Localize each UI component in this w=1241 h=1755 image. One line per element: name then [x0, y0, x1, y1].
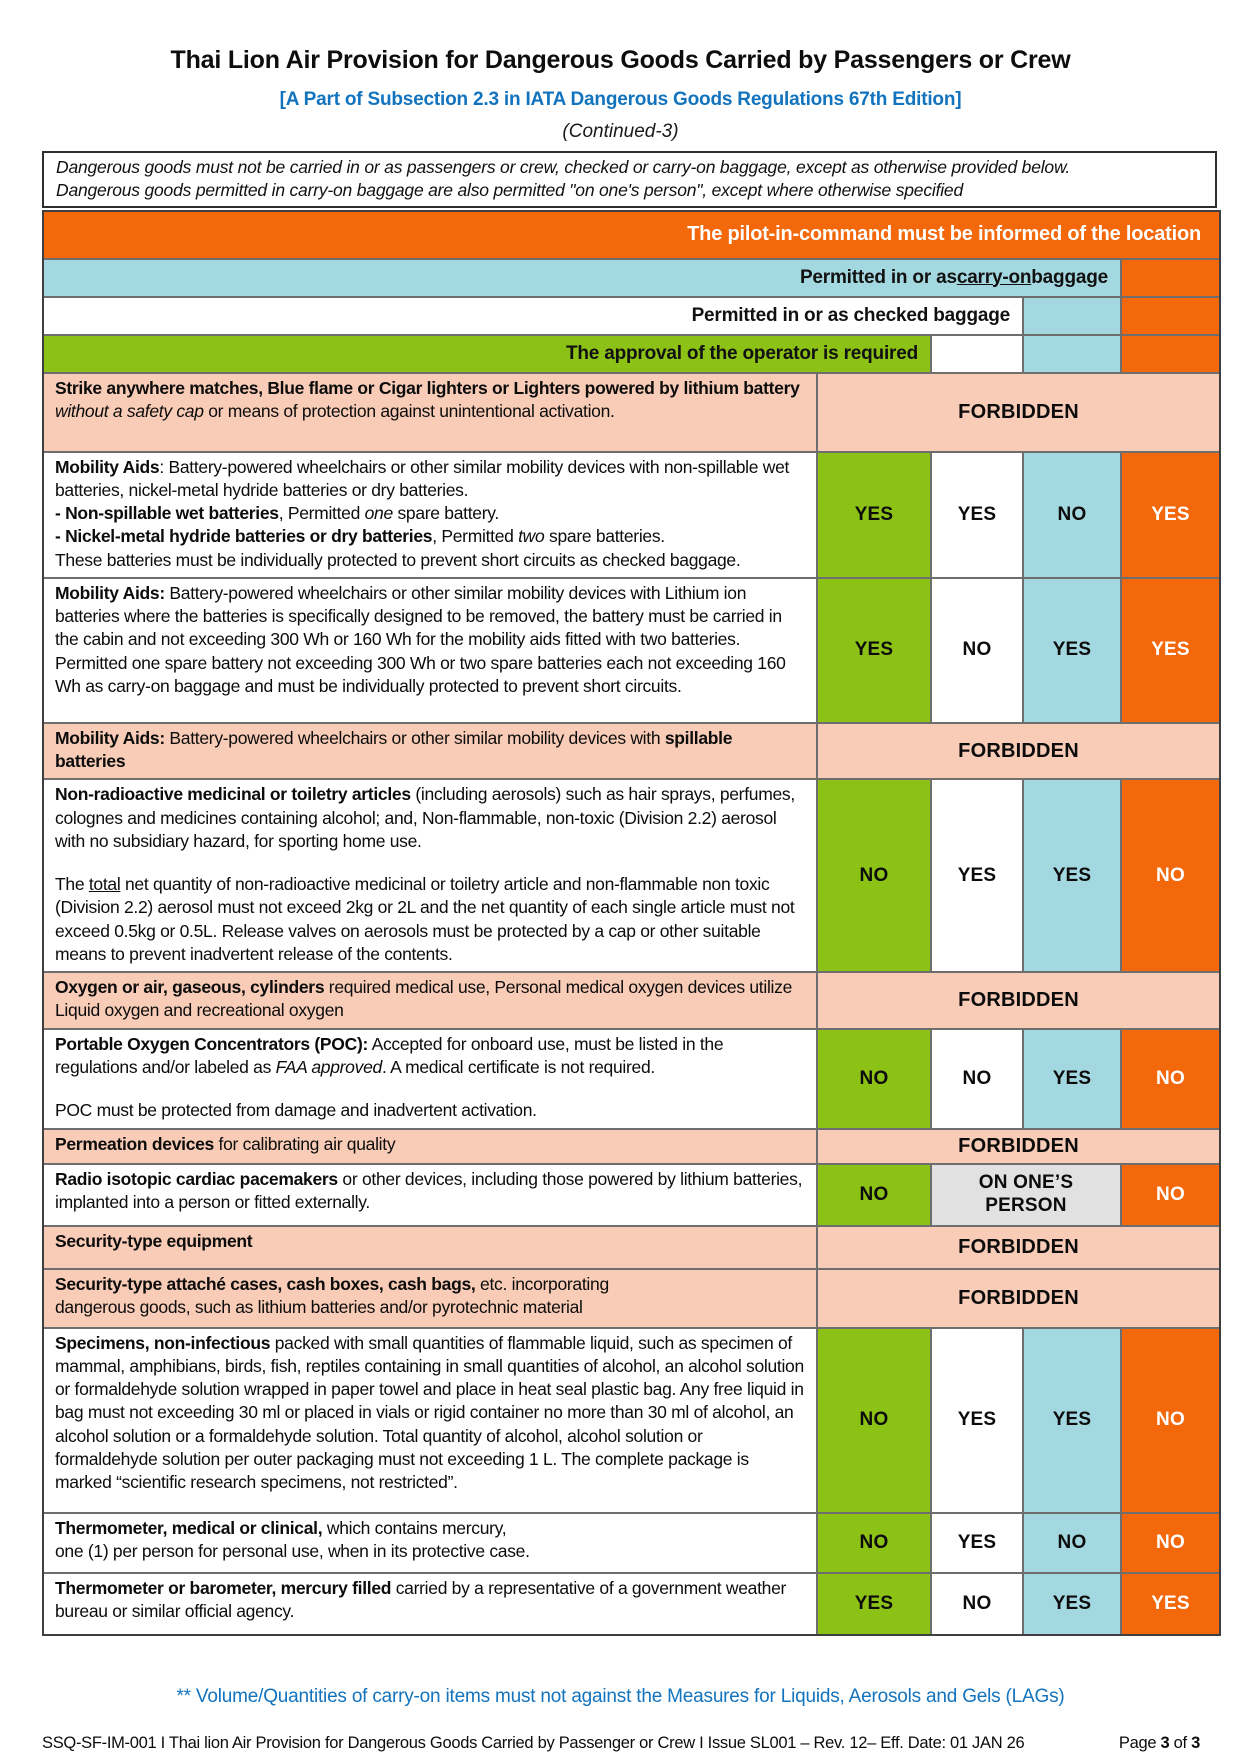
forbidden-cell: FORBIDDEN	[816, 1270, 1219, 1327]
item-description	[44, 1514, 816, 1572]
carryon-baggage-band-row	[44, 258, 1219, 296]
item-description	[44, 1165, 816, 1225]
text-segment: Specimens, non-infectious	[55, 1332, 271, 1353]
table-row	[44, 1268, 1219, 1327]
text-segment: Mobility Aids	[55, 456, 160, 477]
text-segment: spare batteries.	[544, 526, 665, 547]
text-segment: FAA approved	[275, 1057, 382, 1078]
text-segment: Strike anywhere matches, Blue flame or Cigar lighters or Lighters powered by lithium battery	[55, 377, 800, 398]
answer-cell-operator-approval: NO	[816, 1030, 930, 1128]
text-segment: - Non-spillable wet batteries	[55, 503, 279, 524]
carryon-column-spacer	[1022, 336, 1120, 372]
item-description	[44, 724, 816, 779]
text-segment: one	[364, 503, 393, 524]
table-row	[44, 577, 1219, 722]
description-paragraph	[55, 456, 805, 503]
answer-cell-carryon-baggage: YES	[1022, 1574, 1120, 1634]
item-description	[44, 1130, 816, 1163]
checked-baggage-band-row	[44, 296, 1219, 334]
table-row	[44, 1028, 1219, 1128]
text-segment: , Permitted	[278, 503, 365, 524]
pilot-column-spacer	[1120, 298, 1219, 334]
answer-cell-checked-baggage: YES	[930, 780, 1022, 971]
table-row	[44, 372, 1219, 451]
lags-footnote: ** Volume/Quantities of carry-on items must not against the Measures for Liquids, Aerosols and Gels (LAGs)	[176, 1685, 1065, 1707]
page-subtitle: [A Part of Subsection 2.3 in IATA Dangerous Goods Regulations 67th Edition]	[279, 89, 962, 110]
description-paragraph	[55, 582, 805, 698]
dangerous-goods-table	[42, 210, 1221, 1636]
text-segment: which contains mercury,	[322, 1517, 507, 1538]
item-description	[44, 1030, 816, 1128]
item-description	[44, 780, 816, 971]
text-segment: Radio isotopic cardiac pacemakers	[55, 1168, 338, 1189]
description-paragraph	[55, 976, 805, 1023]
answer-cell-operator-approval: YES	[816, 453, 930, 577]
text-segment: . A medical certificate is not required.	[381, 1057, 655, 1078]
answer-cell-pilot-informed: NO	[1120, 1329, 1219, 1512]
intro-note-box	[42, 151, 1217, 208]
text-segment: net quantity of non-radioactive medicinal or toiletry article and non-flammable non toxic (Division 2.2) aerosol must not exceed 2kg or 2L and the net quantity of each single article must not exceed 0.5kg or 0.5L. Release valves on aerosols must be protected by a cap or other suitable means to prevent inadvertent release of the contents.	[55, 874, 795, 964]
table-row	[44, 778, 1219, 971]
text-segment: dangerous goods, such as lithium batteries and/or pyrotechnic material	[55, 1296, 583, 1317]
operator-approval-band-row	[44, 334, 1219, 372]
table-row	[44, 451, 1219, 577]
carryon-band-text: Permitted in or as	[799, 266, 957, 288]
text-segment: or means of protection against unintentional activation.	[203, 400, 615, 421]
text-segment: Portable Oxygen Concentrators (POC):	[55, 1033, 369, 1054]
description-paragraph	[55, 1033, 805, 1080]
text-segment: carried by a representative of a government weather bureau or similar official agency.	[55, 1577, 787, 1621]
text-segment: Mobility Aids:	[55, 727, 165, 748]
answer-cell-pilot-informed: YES	[1120, 453, 1219, 577]
description-paragraph	[55, 1540, 805, 1563]
pilot-informed-band-row	[44, 212, 1219, 258]
footer-page-word: Page	[1118, 1733, 1161, 1752]
carryon-band-suffix: baggage	[1031, 266, 1108, 288]
page-title: Thai Lion Air Provision for Dangerous Goods Carried by Passengers or Crew	[170, 46, 1071, 74]
answer-cell-carryon-baggage: YES	[1022, 1030, 1120, 1128]
text-segment: Security-type attaché cases, cash boxes, cash bags,	[55, 1273, 476, 1294]
text-segment: spillable batteries	[55, 727, 733, 772]
text-segment: or other devices, including those powered by lithium batteries, implanted into a person or fitted externally.	[55, 1168, 803, 1212]
item-description	[44, 1227, 816, 1268]
carryon-column-spacer	[1022, 298, 1120, 334]
text-segment: (including aerosols) such as hair sprays, perfumes, colognes and medicines containing alcohol; and, Non-flammable, non-toxic (Division 2.2) aerosol with no subsidiary hazard, for sporting home use.	[55, 784, 795, 851]
answer-cell-carryon-baggage: NO	[1022, 453, 1120, 577]
description-paragraph	[55, 1099, 805, 1122]
text-segment: Security-type equipment	[55, 1230, 253, 1251]
description-paragraph	[55, 873, 805, 966]
text-segment: etc. incorporating	[475, 1273, 609, 1294]
item-description	[44, 374, 816, 451]
answer-cell-operator-approval: YES	[816, 579, 930, 722]
text-segment: packed with small quantities of flammable liquid, such as specimen of mammal, amphibians, birds, fish, reptiles containing in small quantities of alcohol, an alcohol solution or formaldehyde solution wrapped in paper towel and place in heat seal plastic bag. Any free liquid in bag must not exceeding 30 ml or placed in vials or rigid container no more than 30 ml of alcohol, an alcohol solution or a formaldehyde solution. Total quantity of alcohol, alcohol solution or formaldehyde solution per outer packaging must not exceeding 1 L. The complete package is marked “scientific research specimens, not restricted”.	[55, 1332, 804, 1493]
description-paragraph	[55, 549, 805, 572]
table-body	[44, 372, 1219, 1634]
checked-column-spacer	[930, 336, 1022, 372]
intro-line-2: Dangerous goods permitted in carry-on baggage are also permitted "on one's person", except where otherwise specified	[56, 179, 963, 200]
forbidden-cell: FORBIDDEN	[816, 973, 1219, 1028]
table-row	[44, 1225, 1219, 1268]
forbidden-cell: FORBIDDEN	[816, 1227, 1219, 1268]
text-segment: Permeation devices	[55, 1133, 214, 1154]
answer-cell-pilot-informed: NO	[1120, 780, 1219, 971]
answer-cell-carryon-baggage: YES	[1022, 780, 1120, 971]
carryon-baggage-band	[44, 260, 1120, 296]
pilot-informed-band: The pilot-in-command must be informed of the location	[44, 212, 1219, 258]
description-paragraph	[55, 1133, 805, 1156]
footer-of-word: of	[1169, 1733, 1192, 1752]
text-segment: Battery-powered wheelchairs or other similar mobility devices with Lithium ion batteries where the batteries is specifically designed to be removed, the battery must be carried in the cabin and not exceeding 300 Wh or 160 Wh for the mobility aids fitted with two batteries. Permitted one spare battery not exceeding 300 Wh or two spare batteries each not exceeding 160 Wh as carry-on baggage and must be individually protected to prevent short circuits.	[55, 582, 786, 696]
description-paragraph	[55, 783, 805, 853]
text-segment: , Permitted	[432, 526, 519, 547]
footer-reference-text: SSQ-SF-IM-001 I Thai lion Air Provision for Dangerous Goods Carried by Passenger or Crew I Issue SL001 – Rev. 12– Eff. Date: 01 JAN 26	[42, 1733, 1025, 1752]
text-segment: - Nickel-metal hydride batteries or dry batteries	[55, 526, 433, 547]
item-description	[44, 453, 816, 577]
description-paragraph	[55, 1296, 805, 1319]
document-footer	[42, 1734, 1200, 1753]
text-segment: Thermometer, medical or clinical,	[55, 1517, 323, 1538]
description-paragraph	[55, 502, 805, 525]
pilot-column-spacer	[1120, 260, 1219, 296]
text-segment: POC must be protected from damage and inadvertent activation.	[55, 1100, 537, 1121]
table-row	[44, 1128, 1219, 1163]
carryon-band-underlined: carry-on	[956, 266, 1032, 288]
description-paragraph	[55, 1517, 805, 1540]
footer-page-total: 3	[1191, 1733, 1200, 1752]
text-segment: total	[88, 874, 121, 895]
pilot-column-spacer	[1120, 336, 1219, 372]
table-row	[44, 1572, 1219, 1634]
answer-cell-pilot-informed: NO	[1120, 1514, 1219, 1572]
answer-cell-checked-baggage: NO	[930, 1574, 1022, 1634]
table-row	[44, 722, 1219, 779]
answer-cell-checked-baggage: YES	[930, 1329, 1022, 1512]
answer-cell-carryon-baggage: YES	[1022, 579, 1120, 722]
intro-line-1: Dangerous goods must not be carried in or as passengers or crew, checked or carry-on baggage, except as otherwise provided below.	[56, 157, 1071, 177]
item-description	[44, 1270, 816, 1327]
description-paragraph	[55, 727, 805, 774]
forbidden-cell: FORBIDDEN	[816, 1130, 1219, 1163]
answer-cell-operator-approval: NO	[816, 1514, 930, 1572]
answer-cell-carryon-baggage: YES	[1022, 1329, 1120, 1512]
answer-cell-operator-approval: NO	[816, 1329, 930, 1512]
text-segment: Mobility Aids:	[55, 582, 165, 603]
description-paragraph	[55, 1273, 805, 1296]
continued-label: (Continued-3)	[562, 121, 679, 142]
answer-cell-operator-approval: NO	[816, 1165, 930, 1225]
answer-cell-pilot-informed: YES	[1120, 579, 1219, 722]
text-segment: Thermometer or barometer, mercury filled	[55, 1577, 392, 1598]
text-segment: : Battery-powered wheelchairs or other similar mobility devices with non-spillable wet batteries, nickel-metal hydride batteries or dry batteries.	[55, 456, 790, 500]
text-segment: Oxygen or air, gaseous, cylinders	[55, 977, 325, 998]
answer-cell-checked-baggage: YES	[930, 1514, 1022, 1572]
answer-cell-checked-baggage: NO	[930, 1030, 1022, 1128]
on-ones-person-cell: ON ONE’S PERSON	[930, 1165, 1120, 1225]
checked-baggage-band: Permitted in or as checked baggage	[44, 298, 1022, 334]
text-segment: for calibrating air quality	[214, 1133, 396, 1154]
description-paragraph	[55, 1332, 805, 1495]
text-segment: two	[518, 526, 545, 547]
text-segment: without a safety cap	[55, 400, 204, 421]
description-paragraph	[55, 1168, 805, 1215]
description-paragraph	[55, 377, 805, 424]
forbidden-cell: FORBIDDEN	[816, 374, 1219, 451]
forbidden-cell: FORBIDDEN	[816, 724, 1219, 779]
footer-page-number: 3	[1160, 1733, 1170, 1752]
item-description	[44, 579, 816, 722]
answer-cell-checked-baggage: YES	[930, 453, 1022, 577]
table-row	[44, 1163, 1219, 1225]
answer-cell-pilot-informed: NO	[1120, 1165, 1219, 1225]
text-segment: The	[55, 874, 89, 895]
text-segment: These batteries must be individually protected to prevent short circuits as checked baggage.	[55, 549, 741, 570]
footer-page-indicator	[1119, 1734, 1200, 1753]
answer-cell-pilot-informed: YES	[1120, 1574, 1219, 1634]
answer-cell-pilot-informed: NO	[1120, 1030, 1219, 1128]
table-row	[44, 971, 1219, 1028]
table-row	[44, 1512, 1219, 1572]
description-paragraph	[55, 1577, 805, 1624]
table-row	[44, 1327, 1219, 1512]
text-segment: Battery-powered wheelchairs or other similar mobility devices with	[164, 727, 665, 748]
text-segment: required medical use, Personal medical oxygen devices utilize Liquid oxygen and recreational oxygen	[55, 977, 793, 1021]
item-description	[44, 1574, 816, 1634]
item-description	[44, 973, 816, 1028]
description-paragraph	[55, 1230, 805, 1253]
description-paragraph	[55, 525, 805, 548]
operator-approval-band: The approval of the operator is required	[44, 336, 930, 372]
answer-cell-checked-baggage: NO	[930, 579, 1022, 722]
answer-cell-carryon-baggage: NO	[1022, 1514, 1120, 1572]
item-description	[44, 1329, 816, 1512]
text-segment: Non-radioactive medicinal or toiletry articles	[55, 784, 411, 805]
text-segment: Accepted for onboard use, must be listed in the regulations and/or labeled as	[55, 1033, 724, 1078]
answer-cell-operator-approval: NO	[816, 780, 930, 971]
text-segment: one (1) per person for personal use, when in its protective case.	[55, 1540, 530, 1561]
answer-cell-operator-approval: YES	[816, 1574, 930, 1634]
text-segment: spare battery.	[392, 503, 499, 524]
